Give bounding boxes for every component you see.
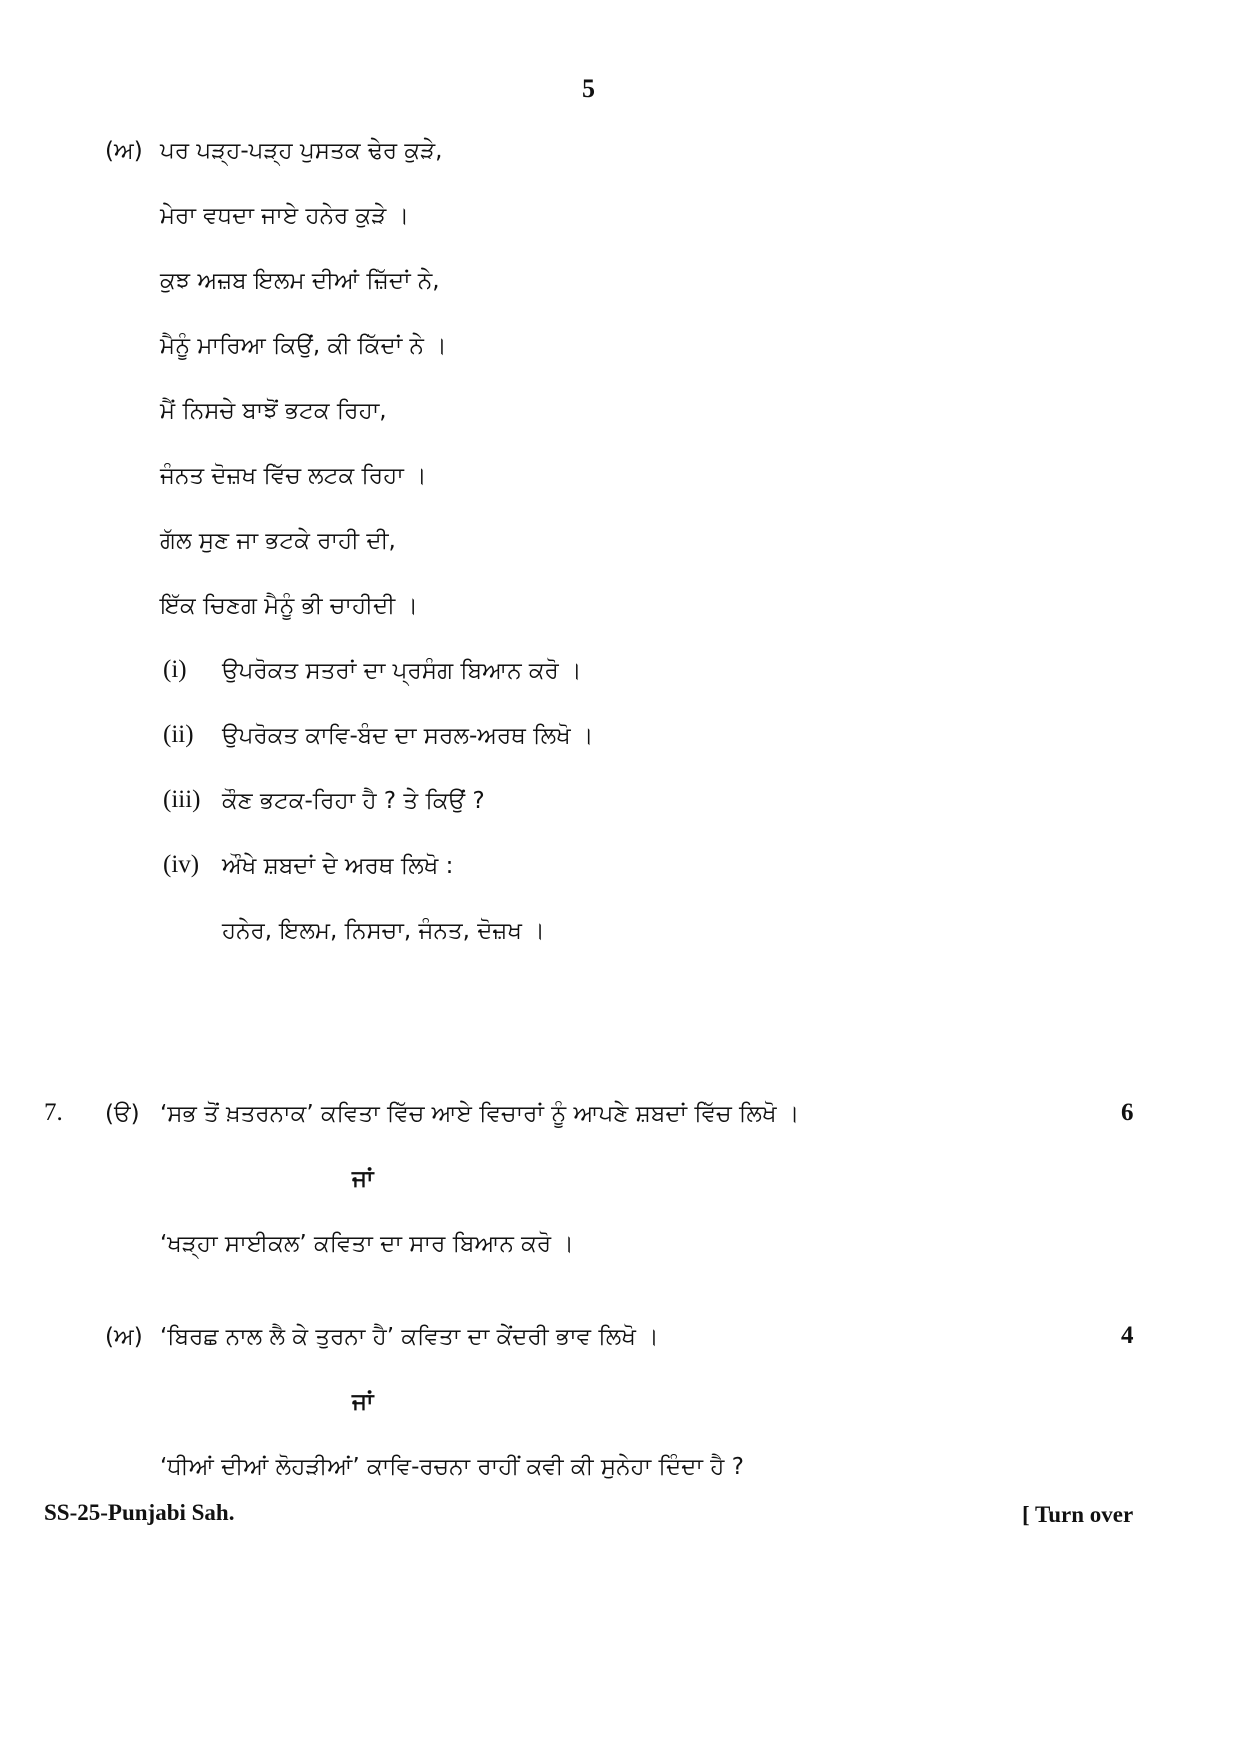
paper-code: SS-25-Punjabi Sah.	[44, 1500, 235, 1525]
poem-line-5: ਮੈਂ ਨਿਸਚੇ ਬਾਝੋਂ ਭਟਕ ਰਿਹਾ,	[160, 398, 387, 424]
poem-line-6: ਜੰਨਤ ਦੋਜ਼ਖ ਵਿੱਚ ਲਟਕ ਰਿਹਾ ।	[160, 463, 427, 489]
poem-line-1: ਪਰ ਪੜ੍ਹ-ਪੜ੍ਹ ਪੁਸਤਕ ਢੇਰ ਕੁੜੇ,	[160, 138, 443, 164]
question-7b-alt-text: ‘ਧੀਆਂ ਦੀਆਂ ਲੋਹੜੀਆਂ’ ਕਾਵਿ-ਰਚਨਾ ਰਾਹੀਂ ਕਵੀ ਕੀ ਸੁਨੇਹਾ ਦਿੰਦਾ ਹੈ ?	[160, 1454, 744, 1480]
subquestion-number-ii: (ii)	[163, 721, 194, 748]
poem-line-4: ਮੈਨੂੰ ਮਾਰਿਆ ਕਿਉਂ, ਕੀ ਕਿੱਦਾਂ ਨੇ ।	[160, 333, 447, 359]
question-7a-label: (ੳ)	[105, 1101, 140, 1127]
subquestion-number-iii: (iii)	[163, 786, 201, 813]
question-7-number: 7.	[44, 1099, 63, 1126]
question-7a-text: ‘ਸਭ ਤੋਂ ਖ਼ਤਰਨਾਕ’ ਕਵਿਤਾ ਵਿੱਚ ਆਏ ਵਿਚਾਰਾਂ ਨੂੰ ਆਪਣੇ ਸ਼ਬਦਾਂ ਵਿੱਚ ਲਿਖੋ ।	[160, 1101, 800, 1127]
poem-line-2: ਮੇਰਾ ਵਧਦਾ ਜਾਏ ਹਨੇਰ ਕੁੜੇ ।	[160, 203, 410, 229]
subquestion-number-i: (i)	[163, 656, 187, 683]
question-7a-or: ਜਾਂ	[352, 1166, 374, 1192]
subquestion-text-iv: ਔਖੇ ਸ਼ਬਦਾਂ ਦੇ ਅਰਥ ਲਿਖੋ :	[222, 853, 454, 879]
poem-line-3: ਕੁਝ ਅਜ਼ਬ ਇਲਮ ਦੀਆਂ ਜ਼ਿੱਦਾਂ ਨੇ,	[160, 268, 440, 294]
subquestion-number-iv: (iv)	[163, 851, 200, 878]
question-7b-text: ‘ਬਿਰਛ ਨਾਲ ਲੈ ਕੇ ਤੁਰਨਾ ਹੈ’ ਕਵਿਤਾ ਦਾ ਕੇਂਦਰੀ ਭਾਵ ਲਿਖੋ ।	[160, 1324, 659, 1350]
question-6b-label: (ਅ)	[105, 138, 143, 164]
poem-line-7: ਗੱਲ ਸੁਣ ਜਾ ਭਟਕੇ ਰਾਹੀ ਦੀ,	[160, 528, 396, 554]
difficult-words-list: ਹਨੇਰ, ਇਲਮ, ਨਿਸਚਾ, ਜੰਨਤ, ਦੋਜ਼ਖ ।	[222, 918, 545, 944]
subquestion-text-iii: ਕੌਣ ਭਟਕ-ਰਿਹਾ ਹੈ ? ਤੇ ਕਿਉਂ ?	[222, 788, 485, 814]
question-7a-marks: 6	[1121, 1099, 1134, 1126]
question-7a-alt-text: ‘ਖੜ੍ਹਾ ਸਾਈਕਲ’ ਕਵਿਤਾ ਦਾ ਸਾਰ ਬਿਆਨ ਕਰੋ ।	[160, 1231, 574, 1257]
page-number: 5	[582, 74, 595, 103]
question-7b-or: ਜਾਂ	[352, 1389, 374, 1415]
question-7b-label: (ਅ)	[105, 1324, 143, 1350]
turn-over-note: [ Turn over	[1022, 1502, 1134, 1527]
subquestion-text-i: ਉਪਰੋਕਤ ਸਤਰਾਂ ਦਾ ਪ੍ਰਸੰਗ ਬਿਆਨ ਕਰੋ ।	[222, 658, 582, 684]
poem-line-8: ਇੱਕ ਚਿਣਗ ਮੈਨੂੰ ਭੀ ਚਾਹੀਦੀ ।	[160, 593, 418, 619]
subquestion-text-ii: ਉਪਰੋਕਤ ਕਾਵਿ-ਬੰਦ ਦਾ ਸਰਲ-ਅਰਥ ਲਿਖੋ ।	[222, 723, 594, 749]
question-7b-marks: 4	[1121, 1322, 1134, 1349]
